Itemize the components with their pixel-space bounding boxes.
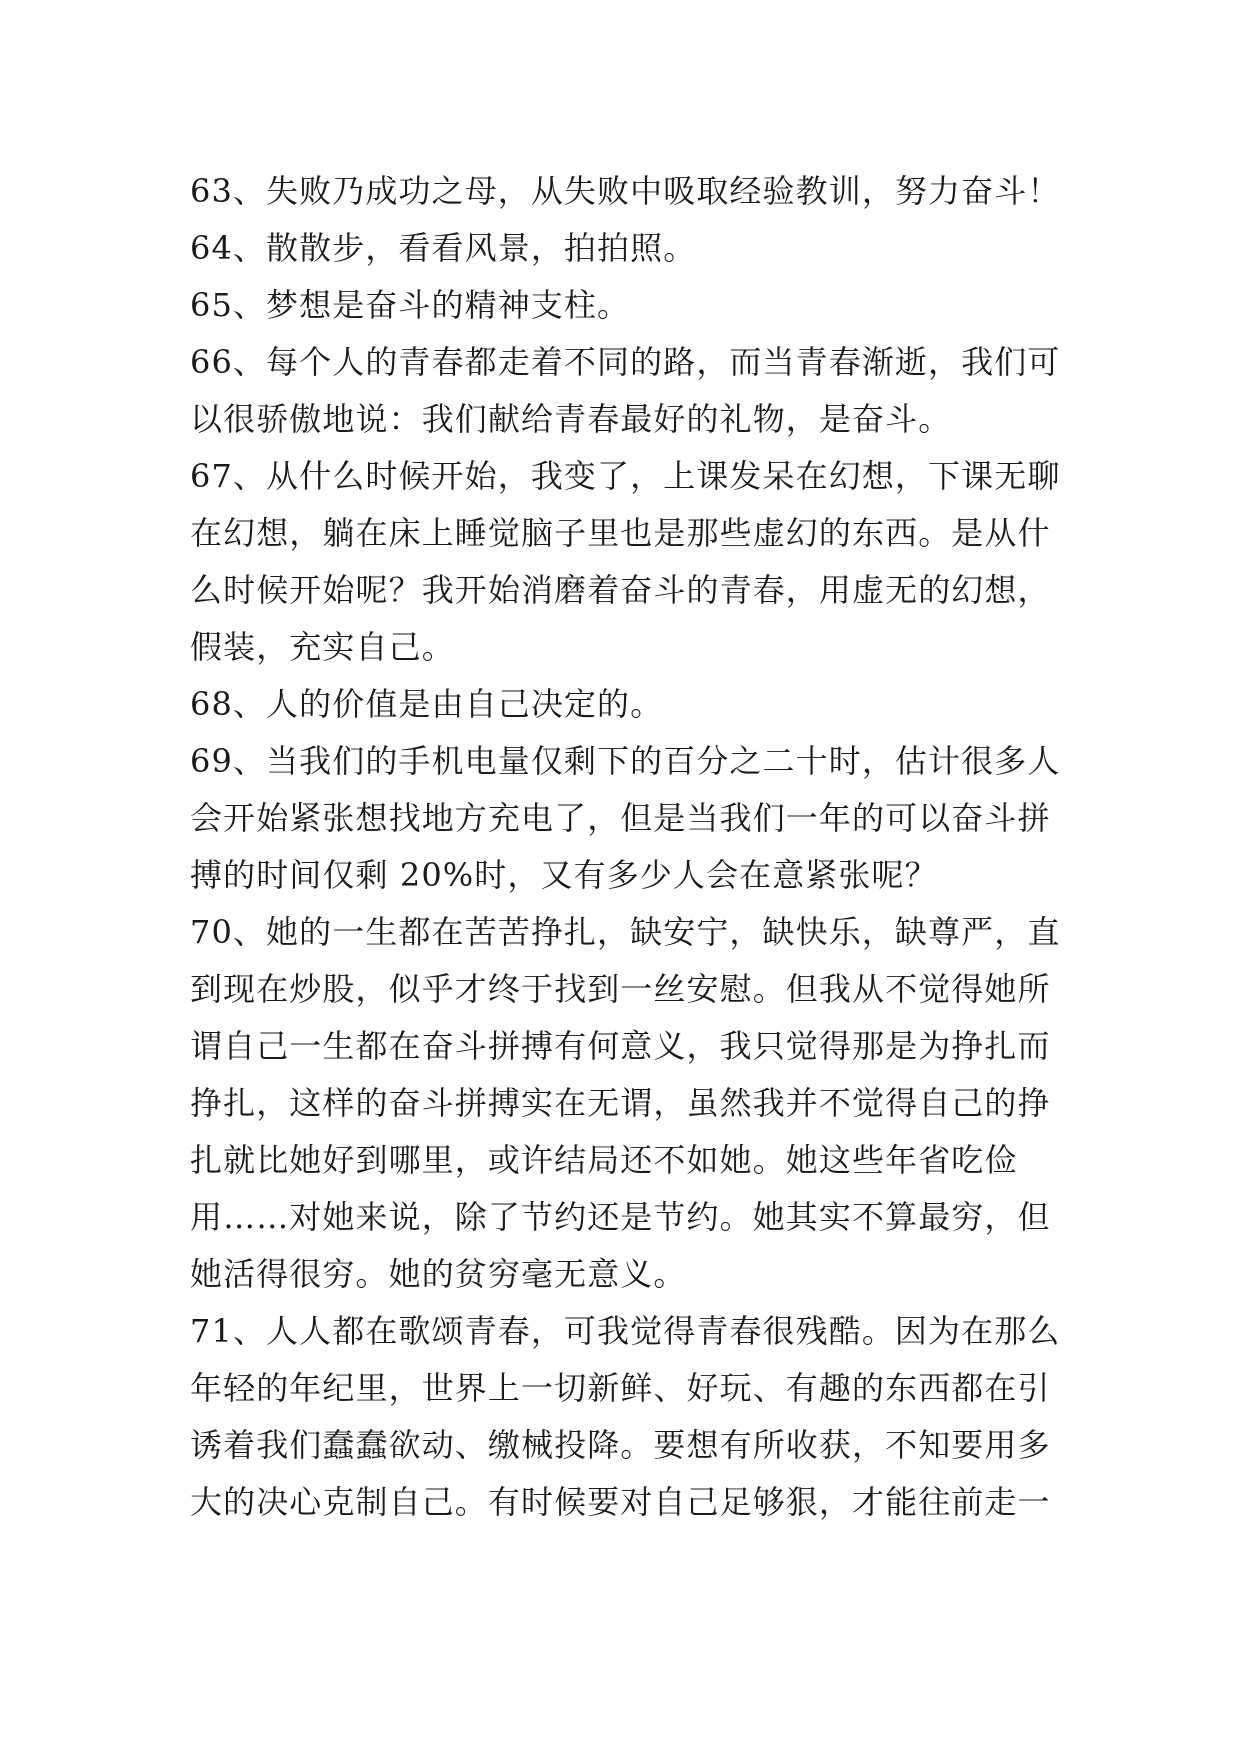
paragraph-68 (190, 676, 1060, 733)
text-line: 用……对她来说，除了节约还是节约。她其实不算最穷，但 (190, 1198, 1051, 1236)
text-line: 以很骄傲地说：我们献给青春最好的礼物，是奋斗。 (190, 400, 952, 438)
text-line: 到现在炒股，似乎才终于找到一丝安慰。但我从不觉得她所 (190, 970, 1051, 1008)
text-line: 谓自己一生都在奋斗拼搏有何意义，我只觉得那是为挣扎而 (190, 1027, 1051, 1065)
text-line: 在幻想，躺在床上睡觉脑子里也是那些虚幻的东西。是从什 (190, 514, 1051, 552)
paragraph-71 (190, 1303, 1060, 1531)
paragraph-63 (190, 163, 1060, 220)
text-line: 搏的时间仅剩 20%时，又有多少人会在意紧张呢？ (190, 856, 938, 894)
text-line: 71、人人都在歌颂青春，可我觉得青春很残酷。因为在那么 (190, 1312, 1061, 1350)
paragraph-70 (190, 904, 1060, 1303)
paragraph-65 (190, 277, 1060, 334)
text-line: 她活得很穷。她的贫穷毫无意义。 (190, 1255, 687, 1293)
text-line: 假装，充实自己。 (190, 628, 455, 666)
text-line: 大的决心克制自己。有时候要对自己足够狠，才能往前走一 (190, 1483, 1051, 1521)
paragraph-69 (190, 733, 1060, 904)
text-line: 挣扎，这样的奋斗拼搏实在无谓，虽然我并不觉得自己的挣 (190, 1084, 1051, 1122)
text-line: 69、当我们的手机电量仅剩下的百分之二十时，估计很多人 (190, 742, 1061, 780)
text-line: 66、每个人的青春都走着不同的路，而当青春渐逝，我们可 (190, 343, 1061, 381)
paragraph-66 (190, 334, 1060, 448)
text-line: 扎就比她好到哪里，或许结局还不如她。她这些年省吃俭 (190, 1141, 1018, 1179)
document-body (190, 163, 1060, 1531)
text-line: 会开始紧张想找地方充电了，但是当我们一年的可以奋斗拼 (190, 799, 1051, 837)
text-line: 63、失败乃成功之母，从失败中吸取经验教训，努力奋斗！ (190, 172, 1061, 210)
text-line: 68、人的价值是由自己决定的。 (190, 685, 664, 723)
text-line: 么时候开始呢？我开始消磨着奋斗的青春，用虚无的幻想， (190, 571, 1051, 609)
text-line: 70、她的一生都在苦苦挣扎，缺安宁，缺快乐，缺尊严，直 (190, 913, 1061, 951)
text-line: 64、散散步，看看风景，拍拍照。 (190, 229, 697, 267)
paragraph-67 (190, 448, 1060, 676)
text-line: 67、从什么时候开始，我变了，上课发呆在幻想，下课无聊 (190, 457, 1061, 495)
text-line: 诱着我们蠢蠢欲动、缴械投降。要想有所收获，不知要用多 (190, 1426, 1051, 1464)
text-line: 年轻的年纪里，世界上一切新鲜、好玩、有趣的东西都在引 (190, 1369, 1051, 1407)
text-line: 65、梦想是奋斗的精神支柱。 (190, 286, 631, 324)
paragraph-64 (190, 220, 1060, 277)
